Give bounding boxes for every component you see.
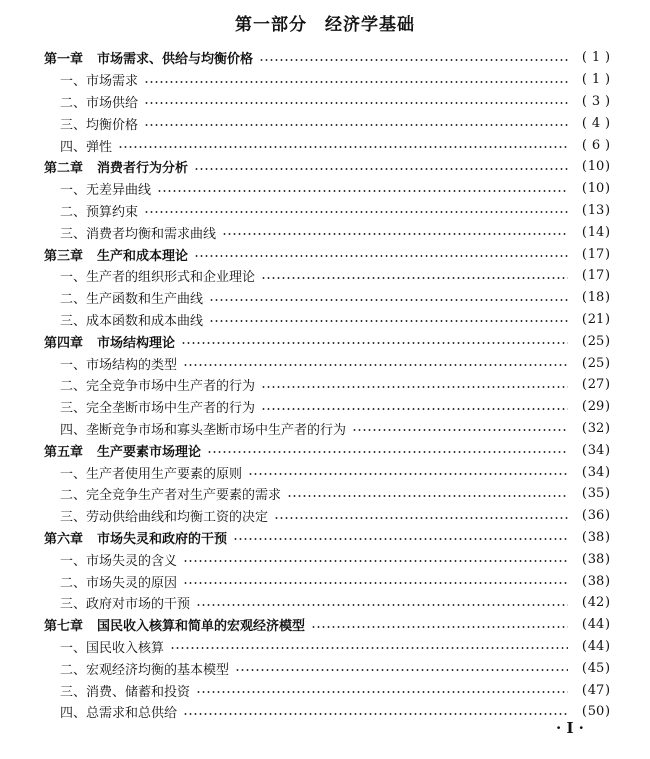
toc-chapter-row[interactable]: [44, 156, 618, 178]
toc-chapter-row[interactable]: [44, 330, 618, 352]
page-number: 44: [587, 638, 605, 654]
chapter-title: [44, 441, 201, 460]
page-number: 10: [587, 181, 605, 197]
dot-leader: [233, 538, 568, 540]
dot-leader: [287, 495, 568, 497]
toc-section-row[interactable]: [44, 265, 618, 287]
page-number: 38: [587, 573, 605, 589]
section-title: 二、完全竞争市场中生产者的行为: [60, 379, 256, 395]
section-title: 二、预算约束: [60, 204, 139, 220]
section-title: 一、国民收入核算: [60, 640, 165, 656]
page-ref: ( 6 ): [581, 137, 611, 153]
section-title: 三、成本函数和成本曲线: [60, 313, 204, 329]
page-number: 34: [587, 442, 605, 458]
page-ref: (34): [581, 464, 611, 480]
page-number: 18: [587, 290, 605, 306]
page-ref: (42): [581, 595, 611, 611]
section-title: 四、弹性: [60, 139, 113, 155]
dot-leader: [181, 342, 568, 344]
toc-section-row[interactable]: [44, 69, 618, 91]
chapter-label: 市场结构理论: [97, 335, 176, 351]
page-number: 50: [587, 704, 605, 720]
section-title: 三、消费、储蓄和投资: [60, 684, 191, 700]
page-ref: (17): [581, 246, 611, 262]
page-ref: (34): [581, 442, 611, 458]
page-number: 6: [591, 137, 601, 153]
toc-section-row[interactable]: [44, 483, 618, 505]
page-number: 36: [587, 508, 605, 524]
chapter-label: 消费者行为分析: [97, 161, 189, 177]
toc-section-row[interactable]: [44, 178, 618, 200]
dot-leader: [207, 451, 568, 453]
page-number: 25: [587, 333, 605, 349]
section-title: 一、市场失灵的含义: [60, 553, 178, 569]
dot-leader: [196, 691, 568, 693]
dot-leader: [261, 386, 568, 388]
section-title: 一、生产者使用生产要素的原则: [60, 466, 243, 482]
dot-leader: [235, 669, 568, 671]
chapter-number: 第五章: [44, 444, 84, 460]
page-ref: (44): [581, 617, 611, 633]
chapter-title: [44, 332, 175, 351]
dot-leader: [209, 299, 568, 301]
dot-leader: [144, 124, 568, 126]
page-number: 17: [587, 246, 605, 262]
page-ref: (29): [581, 399, 611, 415]
toc-chapter-row[interactable]: [44, 47, 618, 69]
part-title: 第一部分 经济学基础: [235, 15, 415, 35]
toc-section-row[interactable]: [44, 679, 618, 701]
dot-leader: [183, 364, 568, 366]
section-title: 二、市场供给: [60, 95, 139, 111]
page-ref: (38): [581, 529, 611, 545]
dot-leader: [183, 560, 568, 562]
chapter-number: 第三章: [44, 248, 84, 264]
toc-section-row[interactable]: [44, 221, 618, 243]
dot-leader: [222, 233, 568, 235]
section-title: 二、宏观经济均衡的基本模型: [60, 662, 230, 678]
chapter-label: 国民收入核算和简单的宏观经济模型: [97, 619, 306, 635]
page-ref: (45): [581, 660, 611, 676]
chapter-title: [44, 528, 227, 547]
section-title: 四、总需求和总供给: [60, 706, 178, 722]
page-number: 38: [587, 529, 605, 545]
toc-chapter-row[interactable]: [44, 527, 618, 549]
dot-leader: [196, 604, 568, 606]
toc-section-row[interactable]: [44, 112, 618, 134]
section-title: 三、均衡价格: [60, 117, 139, 133]
page-number: 32: [587, 420, 605, 436]
section-title: 一、生产者的组织形式和企业理论: [60, 270, 256, 286]
page-ref: ( 1 ): [581, 72, 611, 88]
dot-leader: [311, 626, 568, 628]
page-ref: ( 3 ): [581, 93, 611, 109]
page-ref: (32): [581, 420, 611, 436]
page-number: 4: [591, 115, 601, 131]
toc-section-row[interactable]: [44, 592, 618, 614]
toc-section-row[interactable]: [44, 309, 618, 331]
page-ref: (14): [581, 224, 611, 240]
dot-leader: [144, 81, 568, 83]
page-ref: ( 4 ): [581, 115, 611, 131]
chapter-number: 第七章: [44, 619, 84, 635]
dot-leader: [194, 168, 568, 170]
toc-section-row[interactable]: [44, 352, 618, 374]
page-ref: (44): [581, 638, 611, 654]
page-ref: (21): [581, 311, 611, 327]
page-number: 3: [591, 93, 601, 109]
page-number: 1: [591, 50, 601, 66]
page-number: 44: [587, 617, 605, 633]
section-title: 三、消费者均衡和需求曲线: [60, 226, 217, 242]
page-number: 14: [587, 224, 605, 240]
dot-leader: [183, 713, 568, 715]
toc-section-row[interactable]: [44, 548, 618, 570]
page-number: 45: [587, 660, 605, 676]
section-title: 三、完全垄断市场中生产者的行为: [60, 401, 256, 417]
toc-section-row[interactable]: [44, 461, 618, 483]
toc-section-row[interactable]: [44, 701, 618, 723]
toc-chapter-row[interactable]: [44, 614, 618, 636]
page-ref: ( 1 ): [581, 50, 611, 66]
chapter-title: [44, 245, 188, 264]
page-ref: (50): [581, 704, 611, 720]
page-ref: (13): [581, 202, 611, 218]
dot-leader: [261, 277, 568, 279]
page-ref: (47): [581, 682, 611, 698]
dot-leader: [144, 211, 568, 213]
page-number: 42: [587, 595, 605, 611]
page-number: 38: [587, 551, 605, 567]
page-number: 47: [587, 682, 605, 698]
page-number: 13: [587, 202, 605, 218]
dot-leader: [194, 255, 568, 257]
page-ref: (38): [581, 551, 611, 567]
chapter-number: 第一章: [44, 52, 84, 68]
page-ref: (38): [581, 573, 611, 589]
page-number: 21: [587, 311, 605, 327]
toc-chapter-row[interactable]: [44, 439, 618, 461]
page-number: 17: [587, 268, 605, 284]
chapter-label: 市场需求、供给与均衡价格: [97, 52, 254, 68]
dot-leader: [259, 59, 568, 61]
section-title: 二、生产函数和生产曲线: [60, 292, 204, 308]
section-title: 四、垄断竞争市场和寡头垄断市场中生产者的行为: [60, 422, 347, 438]
page-ref: (10): [581, 159, 611, 175]
section-title: 三、劳动供给曲线和均衡工资的决定: [60, 510, 269, 526]
chapter-label: 生产要素市场理论: [97, 444, 202, 460]
dot-leader: [118, 146, 568, 148]
dot-leader: [144, 102, 568, 104]
page-number-footer: · I ·: [556, 719, 584, 737]
page-ref: (25): [581, 355, 611, 371]
toc-section-row[interactable]: [44, 134, 618, 156]
toc-section-row[interactable]: [44, 636, 618, 658]
chapter-title: [44, 615, 305, 634]
dot-leader: [170, 647, 568, 649]
toc-section-row[interactable]: [44, 91, 618, 113]
page-number: 29: [587, 399, 605, 415]
page-number: 1: [591, 72, 601, 88]
page-number: 27: [587, 377, 605, 393]
toc-section-row[interactable]: [44, 418, 618, 440]
toc-section-row[interactable]: [44, 505, 618, 527]
toc-section-row[interactable]: [44, 396, 618, 418]
toc-section-row[interactable]: [44, 657, 618, 679]
chapter-title: [44, 157, 188, 176]
chapter-number: 第二章: [44, 161, 84, 177]
chapter-number: 第四章: [44, 335, 84, 351]
toc-section-row[interactable]: [44, 570, 618, 592]
chapter-label: 市场失灵和政府的干预: [97, 531, 228, 547]
page-ref: (17): [581, 268, 611, 284]
toc-section-row[interactable]: [44, 200, 618, 222]
dot-leader: [157, 190, 568, 192]
page-ref: (35): [581, 486, 611, 502]
page-ref: (36): [581, 508, 611, 524]
chapter-label: 生产和成本理论: [97, 248, 189, 264]
dot-leader: [209, 320, 568, 322]
dot-leader: [248, 473, 568, 475]
section-title: 三、政府对市场的干预: [60, 597, 191, 613]
page-ref: (25): [581, 333, 611, 349]
section-title: 一、市场需求: [60, 74, 139, 90]
table-of-contents: [44, 47, 618, 723]
dot-leader: [352, 429, 568, 431]
page-number: 35: [587, 486, 605, 502]
dot-leader: [274, 517, 568, 519]
page-number: 25: [587, 355, 605, 371]
chapter-title: [44, 48, 253, 67]
section-title: 一、市场结构的类型: [60, 357, 178, 373]
page-ref: (18): [581, 290, 611, 306]
dot-leader: [183, 582, 568, 584]
page-ref: (27): [581, 377, 611, 393]
dot-leader: [261, 408, 568, 410]
section-title: 一、无差异曲线: [60, 183, 152, 199]
page-number: 10: [587, 159, 605, 175]
toc-section-row[interactable]: [44, 374, 618, 396]
section-title: 二、完全竞争生产者对生产要素的需求: [60, 488, 282, 504]
page-number: 34: [587, 464, 605, 480]
section-title: 二、市场失灵的原因: [60, 575, 178, 591]
toc-section-row[interactable]: [44, 287, 618, 309]
chapter-number: 第六章: [44, 531, 84, 547]
page-ref: (10): [581, 181, 611, 197]
toc-chapter-row[interactable]: [44, 243, 618, 265]
